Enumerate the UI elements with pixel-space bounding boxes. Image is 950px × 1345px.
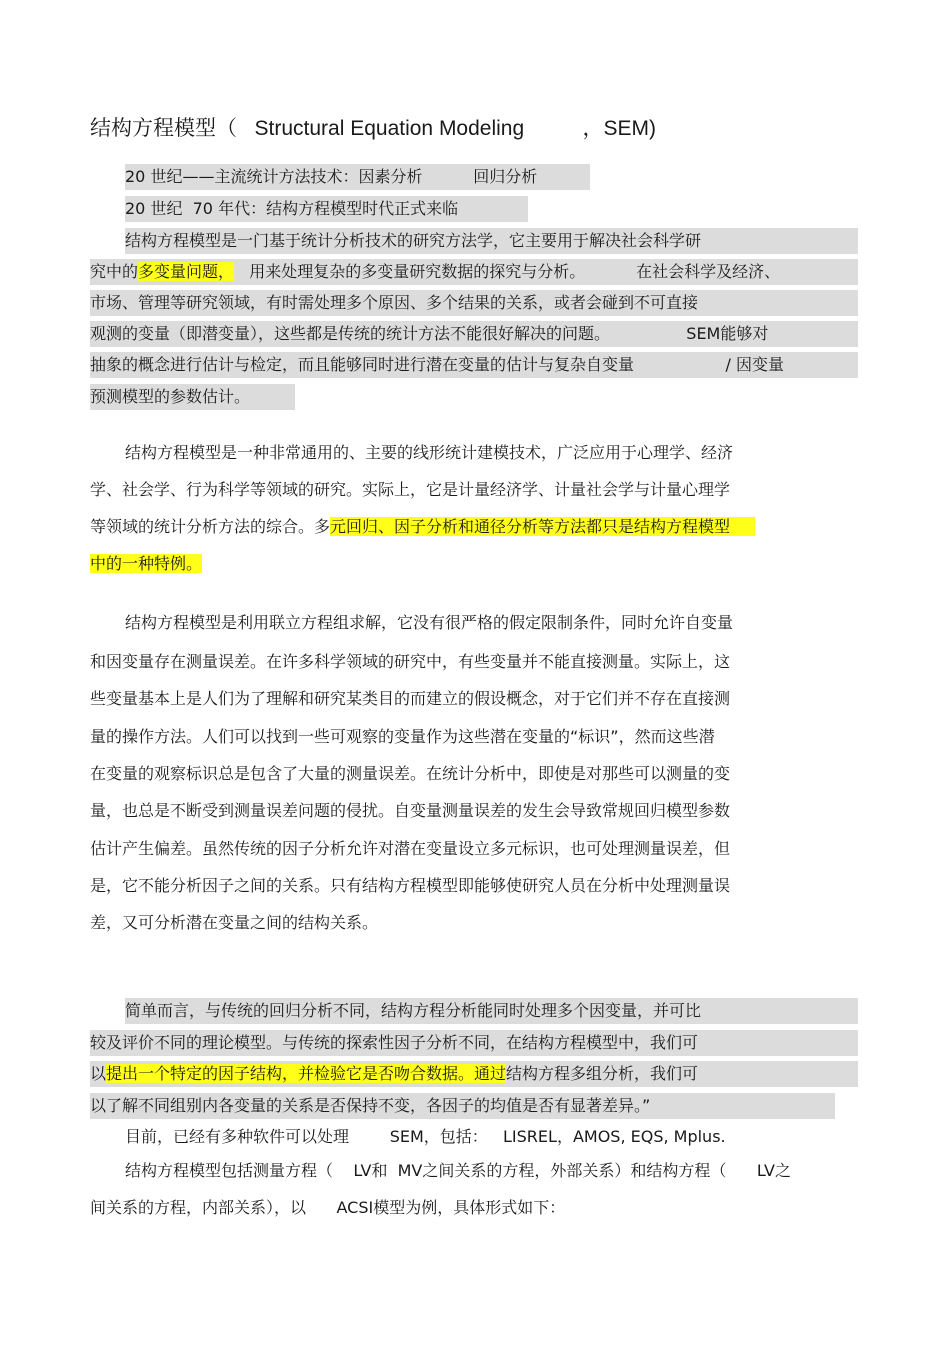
text-line [90,551,202,577]
text-line [90,1195,565,1221]
text-line [90,259,858,285]
text-segment: 结构方程模型是一种非常通用的、主要的线形统计建模技术，广泛应用于心理学、经济 [125,443,734,462]
text-segment: 市场、管理等研究领域，有时需处理多个原因、多个结果的关系，或者会碰到不可直接 [90,293,699,312]
text-line [90,1061,858,1087]
text-segment: 差，又可分析潜在变量之间的结构关系。 [90,913,379,932]
text-segment: 观测的变量（即潜变量），这些都是传统的统计方法不能很好解决的问题。 SEM能够对 [90,324,769,343]
text-segment: 间关系的方程，内部关系），以 ACSI模型为例，具体形式如下： [90,1198,566,1217]
text-segment: 究中的 [90,262,139,281]
text-line [90,290,858,316]
document-title: 结构方程模型（ Structural Equation Modeling ，SEM) [90,117,657,140]
text-segment: 以了解不同组别内各变量的关系是否保持不变，各因子的均值是否有显著差异。” [90,1096,651,1115]
text-line [125,164,590,190]
text-segment: 用来处理复杂的多变量研究数据的探究与分析。 在社会科学及经济、 [234,262,781,281]
text-line [90,724,715,750]
highlighted-text: 中的一种特例。 [90,554,203,573]
text-line [90,477,730,503]
text-segment: 结构方程模型包括测量方程（ LV和 MV之间关系的方程，外部关系）和结构方程（ LV之 [125,1161,791,1180]
text-line [90,1093,835,1119]
text-line [90,1030,858,1056]
text-line [90,836,730,862]
text-segment: 和因变量存在测量误差。在许多科学领域的研究中，有些变量并不能直接测量。实际上，这 [90,652,731,671]
text-segment: 估计产生偏差。虽然传统的因子分析允许对潜在变量设立多元标识，也可处理测量误差，但 [90,839,731,858]
text-segment: 较及评价不同的理论模型。与传统的探索性因子分析不同，在结构方程模型中，我们可 [90,1033,699,1052]
text-line [90,798,730,824]
text-segment: 量的操作方法。人们可以找到一些可观察的变量作为这些潜在变量的“标识”，然而这些潜 [90,727,715,746]
text-segment: 在变量的观察标识总是包含了大量的测量误差。在统计分析中，即使是对那些可以测量的变 [90,764,731,783]
text-line [125,1124,726,1150]
text-line [125,998,858,1024]
text-line [125,196,528,222]
text-segment: 20 世纪——主流统计方法技术：因素分析 回归分析 [125,167,538,186]
text-line [90,910,378,936]
text-segment: 目前，已经有多种软件可以处理 SEM，包括： LISREL，AMOS, EQS, Mplus. [125,1127,726,1146]
text-segment: 简单而言，与传统的回归分析不同，结构方程分析能同时处理多个因变量，并可比 [125,1001,702,1020]
text-segment: 预测模型的参数估计。 [90,387,251,406]
text-line [125,610,733,636]
highlighted-text: 多变量问题， [138,262,235,281]
text-segment: 以 [90,1064,107,1083]
text-line [90,873,730,899]
text-segment: 结构方程多组分析，我们可 [506,1064,699,1083]
highlighted-text: 提出一个特定的因子结构，并检验它是否吻合数据。通过 [106,1064,507,1083]
text-segment: 抽象的概念进行估计与检定，而且能够同时进行潜在变量的估计与复杂自变量 / 因变量 [90,355,785,374]
text-line [90,384,295,410]
text-line [90,686,730,712]
text-segment: 结构方程模型是一门基于统计分析技术的研究方法学，它主要用于解决社会科学研 [125,231,702,250]
text-segment: 20 世纪 70 年代：结构方程模型时代正式来临 [125,199,459,218]
text-line [125,228,858,254]
text-segment: 些变量基本上是人们为了理解和研究某类目的而建立的假设概念，对于它们并不存在直接测 [90,689,731,708]
text-segment: 是，它不能分析因子之间的关系。只有结构方程模型即能够使研究人员在分析中处理测量误 [90,876,731,895]
text-line [90,761,730,787]
highlighted-text: 元回归、因子分析和通径分析等方法都只是结构方程模型 [330,517,756,536]
text-line [90,514,755,540]
text-line [90,649,730,675]
text-line [125,440,733,466]
text-line [90,321,858,347]
text-segment: 等领域的统计分析方法的综合。多 [90,517,331,536]
text-segment: 量，也总是不断受到测量误差问题的侵扰。自变量测量误差的发生会导致常规回归模型参数 [90,801,731,820]
text-segment: 学、社会学、行为科学等领域的研究。实际上，它是计量经济学、计量社会学与计量心理学 [90,480,731,499]
text-line [90,352,858,378]
text-segment: 结构方程模型是利用联立方程组求解，它没有很严格的假定限制条件，同时允许自变量 [125,613,734,632]
text-line [125,1158,791,1184]
